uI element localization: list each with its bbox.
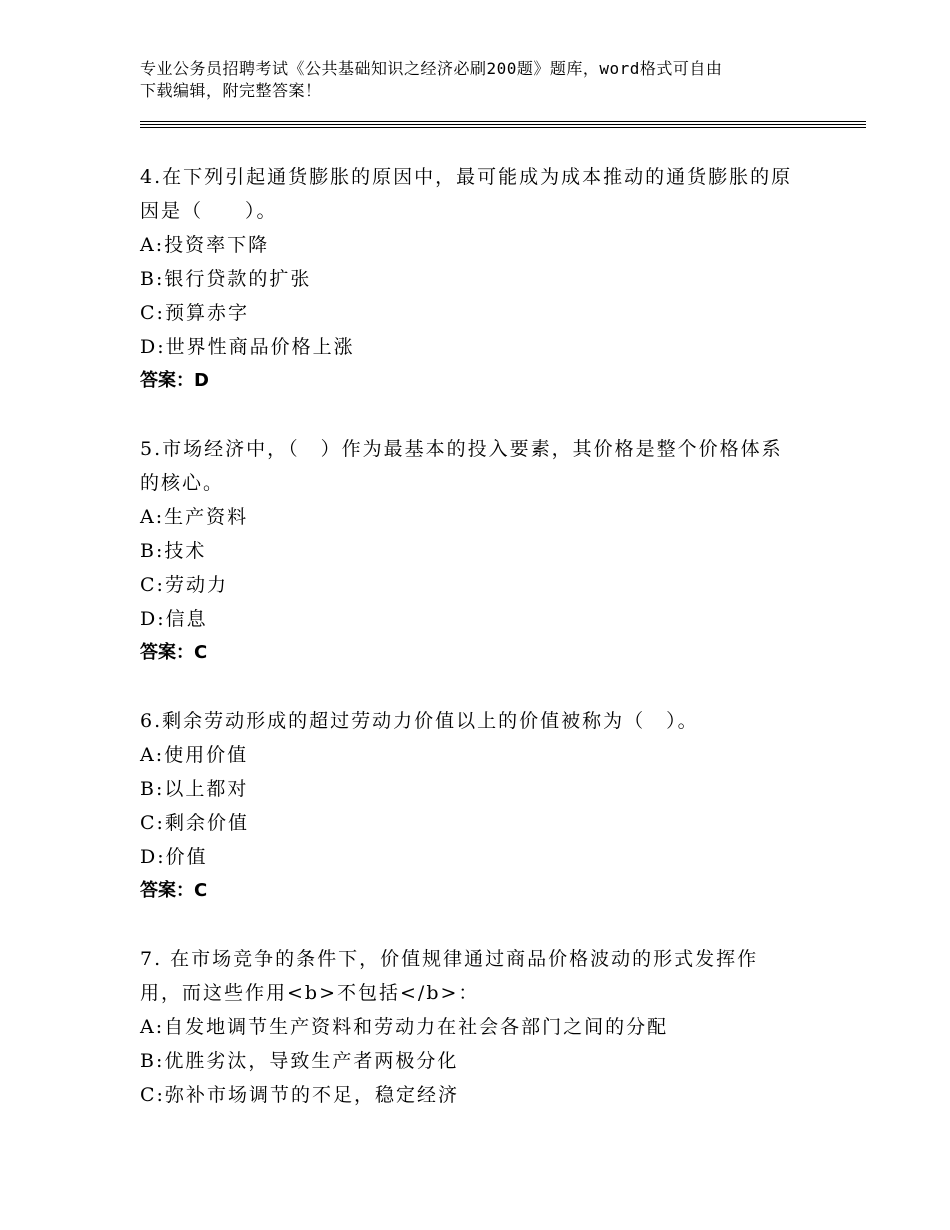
question-text: 5.市场经济中，（ ）作为最基本的投入要素，其价格是整个价格体系的核心。 xyxy=(140,438,783,494)
header-divider-top xyxy=(140,121,866,122)
header-divider-bottom xyxy=(140,127,866,128)
answer-label: 答案：C xyxy=(140,880,208,901)
header-divider-middle xyxy=(140,124,866,125)
option-d: D:信息 xyxy=(140,608,208,630)
answer-label: 答案：C xyxy=(140,642,208,663)
option-b: B:技术 xyxy=(140,540,207,562)
option-d: D:世界性商品价格上涨 xyxy=(140,336,355,358)
option-b: B:银行贷款的扩张 xyxy=(140,268,312,290)
question-7 xyxy=(140,942,800,1112)
question-text: 4.在下列引起通货膨胀的原因中，最可能成为成本推动的通货膨胀的原因是（ ）。 xyxy=(140,166,793,222)
question-4 xyxy=(140,160,800,398)
option-a: A:使用价值 xyxy=(140,744,249,766)
option-c: C:劳动力 xyxy=(140,574,228,596)
question-list xyxy=(140,160,800,1146)
question-text: 7. 在市场竞争的条件下，价值规律通过商品价格波动的形式发挥作用，而这些作用<b>不包括</b>： xyxy=(140,948,759,1004)
option-a: A:自发地调节生产资料和劳动力在社会各部门之间的分配 xyxy=(140,1016,669,1038)
option-b: B:以上都对 xyxy=(140,778,249,800)
question-6 xyxy=(140,704,800,908)
question-5 xyxy=(140,432,800,670)
option-c: C:弥补市场调节的不足，稳定经济 xyxy=(140,1084,459,1106)
header-line-2: 下载编辑，附完整答案！ xyxy=(140,81,322,100)
option-a: A:生产资料 xyxy=(140,506,249,528)
option-c: C:剩余价值 xyxy=(140,812,249,834)
option-d: D:价值 xyxy=(140,846,208,868)
question-text: 6.剩余劳动形成的超过劳动力价值以上的价值被称为（ ）。 xyxy=(140,710,699,732)
answer-label: 答案：D xyxy=(140,370,209,391)
header-line-1: 专业公务员招聘考试《公共基础知识之经济必刷200题》题库，word格式可自由 xyxy=(140,59,723,78)
document-header xyxy=(140,58,830,102)
option-a: A:投资率下降 xyxy=(140,234,270,256)
option-b: B:优胜劣汰，导致生产者两极分化 xyxy=(140,1050,459,1072)
option-c: C:预算赤字 xyxy=(140,302,249,324)
